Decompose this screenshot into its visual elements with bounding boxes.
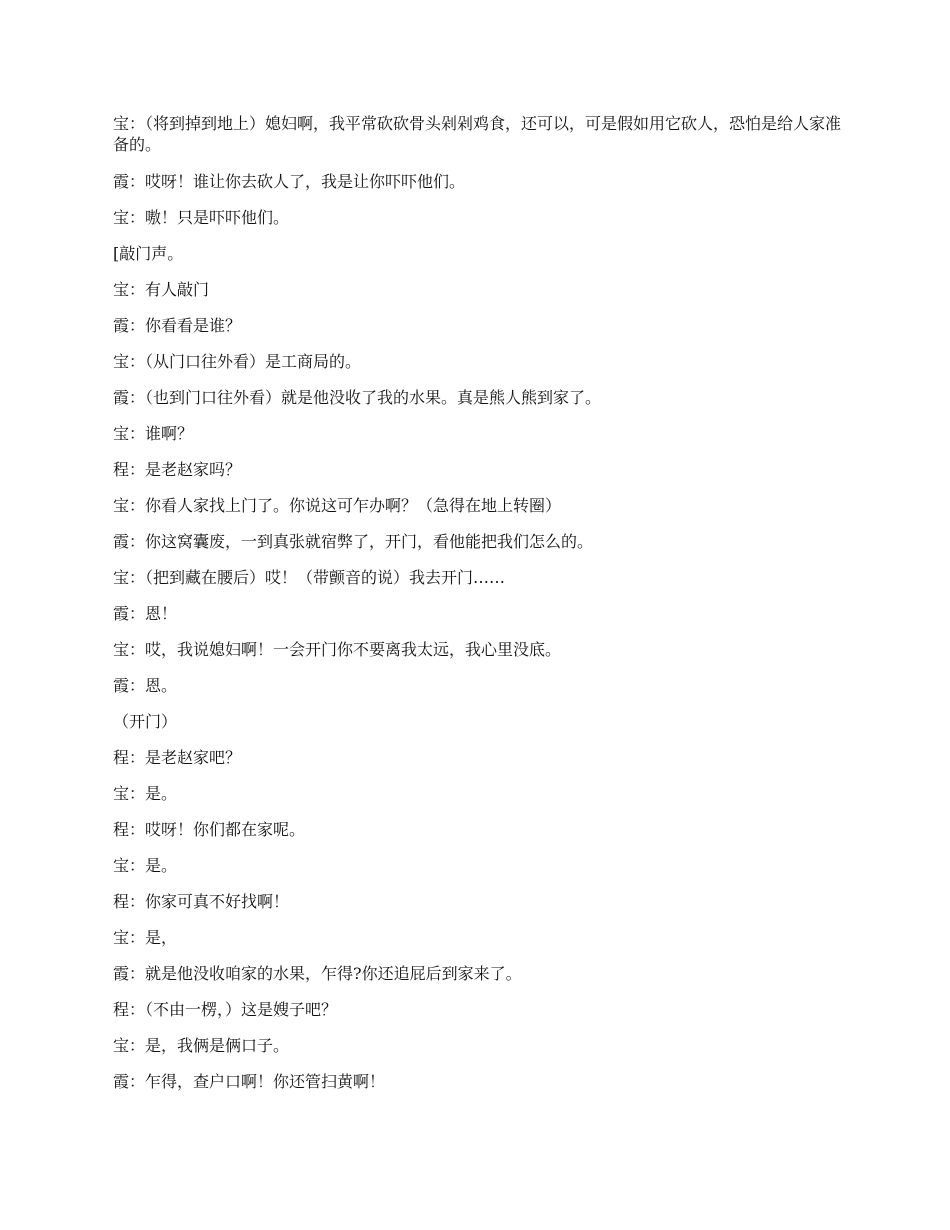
script-line: 程：（不由一楞，）这是嫂子吧？ [113, 1000, 338, 1019]
script-line: 程：哎呀！你们都在家呢。 [113, 820, 306, 839]
script-line: 宝：谁啊？ [113, 424, 194, 443]
script-line: 霞：乍得，查户口啊！你还管扫黄啊！ [113, 1072, 386, 1091]
script-line: 程：是老赵家吧？ [113, 748, 242, 767]
script-line: 宝：嗷！只是吓吓他们。 [113, 208, 290, 227]
stage-direction: （开门） [113, 712, 178, 731]
script-line: 程：你家可真不好找啊！ [113, 892, 290, 911]
script-line: 程：是老赵家吗？ [113, 460, 242, 479]
stage-direction: [敲门声。 [113, 244, 184, 263]
script-line: 霞：你这窝囊废，一到真张就宿弊了，开门，看他能把我们怎么的。 [113, 532, 594, 551]
script-line: 霞：（也到门口往外看）就是他没收了我的水果。真是熊人熊到家了。 [113, 388, 602, 407]
script-line: 霞：恩！ [113, 604, 178, 623]
script-line: 宝：（从门口往外看）是工商局的。 [113, 352, 362, 371]
script-line: 宝：（将到掉到地上）媳妇啊，我平常砍砍骨头剁剁鸡食，还可以，可是假如用它砍人，恐怕是给人家准备的。 [113, 114, 842, 154]
script-line: 宝：是。 [113, 784, 178, 803]
script-line: 宝：是，我俩是俩口子。 [113, 1036, 290, 1055]
script-line: 霞：哎呀！谁让你去砍人了，我是让你吓吓他们。 [113, 172, 466, 191]
script-line: 宝：你看人家找上门了。你说这可乍办啊？（急得在地上转圈） [113, 496, 562, 515]
script-line: 宝：（把到藏在腰后）哎！（带颤音的说）我去开门…… [113, 568, 506, 587]
script-line: 霞：就是他没收咱家的水果，乍得?你还追屁后到家来了。 [113, 964, 522, 983]
script-line: 霞：你看看是谁？ [113, 316, 242, 335]
script-page [113, 113, 843, 1106]
script-line: 宝：是， [113, 928, 178, 947]
script-line: 宝：哎，我说媳妇啊！一会开门你不要离我太远，我心里没底。 [113, 640, 562, 659]
script-line: 宝：是。 [113, 856, 178, 875]
script-line: 霞：恩。 [113, 676, 178, 695]
script-line: 宝：有人敲门 [113, 280, 210, 299]
